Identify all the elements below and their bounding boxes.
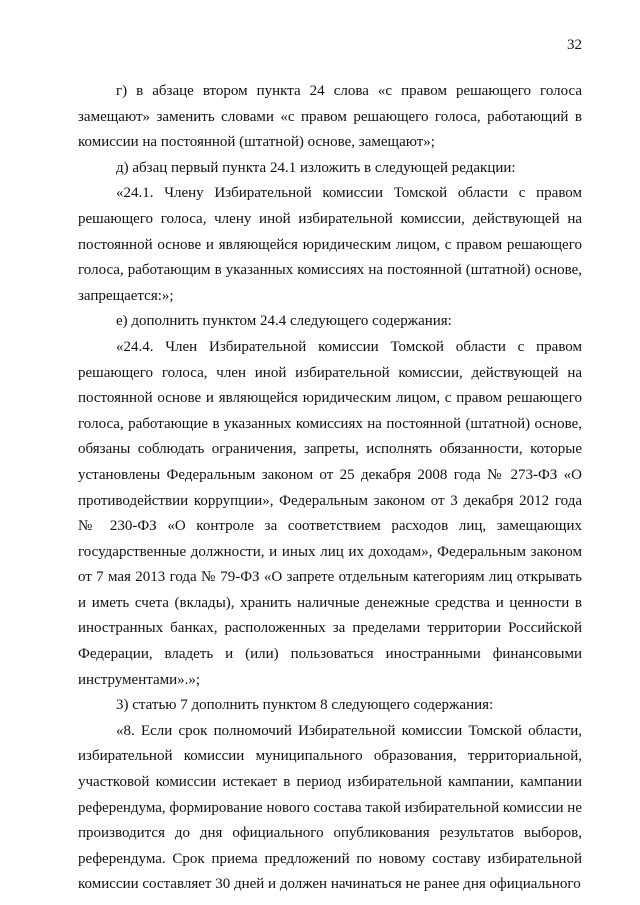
document-body — [78, 79, 582, 898]
paragraph-clause-24-4: «24.4. Член Избирательной комиссии Томской области с правом решающего голоса, член иной избирательной комиссии, действующей на постоянной основе и являющейся юридическим лицом, с правом решающего голоса, работающие в указанных комиссиях на постоянной (штатной) основе, обязаны соблюдать ограничения, запреты, исполнять обязанности, которые установлены Федеральным законом от 25 декабря 2008 года № 273-ФЗ «О противодействии коррупции», Федеральным законом от 3 декабря 2012 года № 230-ФЗ «О контроле за соответствием расходов лиц, замещающих государственные должности, и иных лиц их доходам», Федеральным законом от 7 мая 2013 года № 79-ФЗ «О запрете отдельным категориям лиц открывать и иметь счета (вклады), хранить наличные денежные средства и ценности в иностранных банках, расположенных за пределами территории Российской Федерации, владеть и (или) пользоваться иностранными финансовыми инструментами».»; — [78, 338, 582, 688]
paragraph-amendment-e: е) дополнить пунктом 24.4 следующего содержания: — [116, 313, 452, 330]
paragraph-amendment-d: д) абзац первый пункта 24.1 изложить в следующей редакции: — [116, 159, 516, 176]
page-number: 32 — [567, 37, 582, 53]
paragraph-amendment-3: 3) статью 7 дополнить пунктом 8 следующего содержания: — [116, 697, 494, 714]
paragraph-amendment-g: г) в абзаце втором пункта 24 слова «с правом решающего голоса замещают» заменить словами «с правом решающего голоса, работающий в комиссии на постоянной (штатной) основе, замещают»; — [78, 83, 582, 151]
paragraph-clause-8: «8. Если срок полномочий Избирательной комиссии Томской области, избирательной комиссии муниципального образования, территориальной, участковой комиссии истекает в период избирательной кампании, кампании референдума, формирование нового состава такой избирательной комиссии не производится до дня официального опубликования результатов выборов, референдума. Срок приема предложений по новому составу избирательной комиссии составляет 30 дней и должен начинаться не ранее дня официального — [78, 722, 582, 893]
paragraph-clause-24-1: «24.1. Члену Избирательной комиссии Томской области с правом решающего голоса, члену иной избирательной комиссии, действующей на постоянной основе и являющейся юридическим лицом, с правом решающего голоса, работающим в указанных комиссиях на постоянной (штатной) основе, запрещается:»; — [78, 185, 582, 304]
